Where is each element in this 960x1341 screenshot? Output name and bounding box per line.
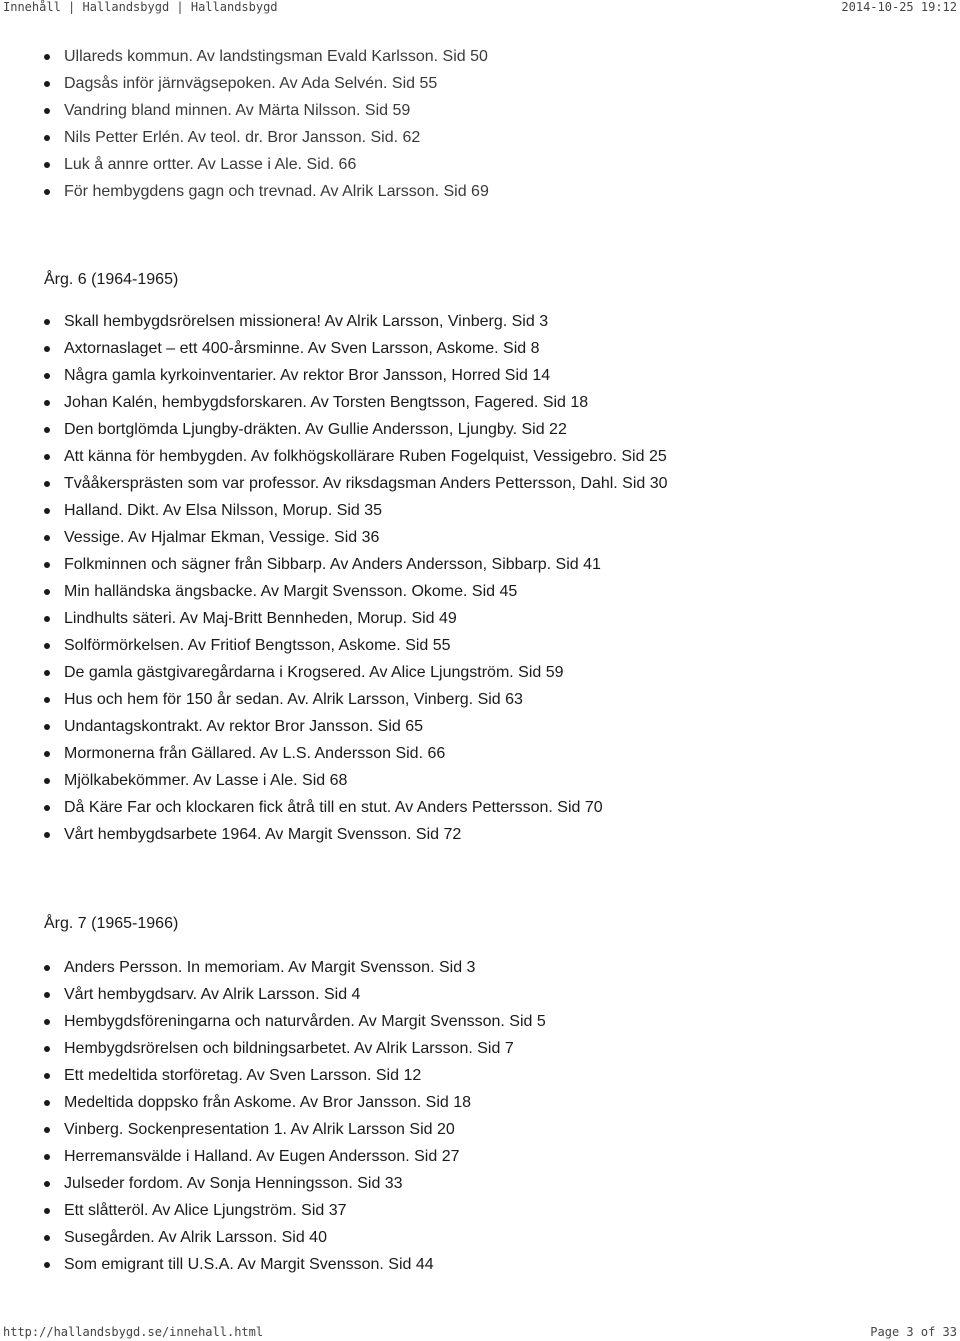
list-item: Vessige. Av Hjalmar Ekman, Vessige. Sid 36: [44, 524, 668, 551]
contents-list: [44, 308, 668, 848]
list-item: Medeltida doppsko från Askome. Av Bror Jansson. Sid 18: [44, 1089, 546, 1116]
list-item: Att känna för hembygden. Av folkhögskollärare Ruben Fogelquist, Vessigebro. Sid 25: [44, 443, 668, 470]
list-item: Då Käre Far och klockaren fick åtrå till en stut. Av Anders Pettersson. Sid 70: [44, 794, 668, 821]
list-item: Några gamla kyrkoinventarier. Av rektor Bror Jansson, Horred Sid 14: [44, 362, 668, 389]
list-item: Undantagskontrakt. Av rektor Bror Jansson. Sid 65: [44, 713, 668, 740]
list-item: Nils Petter Erlén. Av teol. dr. Bror Jansson. Sid. 62: [44, 124, 489, 151]
print-footer: [0, 1325, 960, 1339]
volume-heading: Årg. 7 (1965-1966): [44, 915, 179, 932]
contents-list: [44, 43, 489, 205]
list-item: Halland. Dikt. Av Elsa Nilsson, Morup. Sid 35: [44, 497, 668, 524]
list-item: För hembygdens gagn och trevnad. Av Alrik Larsson. Sid 69: [44, 178, 489, 205]
print-header: [0, 0, 960, 14]
list-item: Solförmörkelsen. Av Fritiof Bengtsson, Askome. Sid 55: [44, 632, 668, 659]
page-title: Innehåll | Hallandsbygd | Hallandsbygd: [3, 0, 278, 14]
list-item: Ett slåtteröl. Av Alice Ljungström. Sid 37: [44, 1197, 546, 1224]
list-item: Min halländska ängsbacke. Av Margit Svensson. Okome. Sid 45: [44, 578, 668, 605]
list-item: Den bortglömda Ljungby-dräkten. Av Gullie Andersson, Ljungby. Sid 22: [44, 416, 668, 443]
list-item: Luk å annre ortter. Av Lasse i Ale. Sid. 66: [44, 151, 489, 178]
list-item: Som emigrant till U.S.A. Av Margit Svensson. Sid 44: [44, 1251, 546, 1278]
list-item: Lindhults säteri. Av Maj-Britt Bennheden, Morup. Sid 49: [44, 605, 668, 632]
list-item: Vinberg. Sockenpresentation 1. Av Alrik Larsson Sid 20: [44, 1116, 546, 1143]
page-number: Page 3 of 33: [870, 1325, 957, 1339]
contents-list: [44, 954, 546, 1278]
list-item: Dagsås inför järnvägsepoken. Av Ada Selvén. Sid 55: [44, 70, 489, 97]
list-item: Mormonerna från Gällared. Av L.S. Andersson Sid. 66: [44, 740, 668, 767]
list-item: Hus och hem för 150 år sedan. Av. Alrik Larsson, Vinberg. Sid 63: [44, 686, 668, 713]
list-item: Tvååkersprästen som var professor. Av riksdagsman Anders Pettersson, Dahl. Sid 30: [44, 470, 668, 497]
list-item: Ett medeltida storföretag. Av Sven Larsson. Sid 12: [44, 1062, 546, 1089]
list-item: Skall hembygdsrörelsen missionera! Av Alrik Larsson, Vinberg. Sid 3: [44, 308, 668, 335]
list-item: Mjölkabekömmer. Av Lasse i Ale. Sid 68: [44, 767, 668, 794]
volume-heading: Årg. 6 (1964-1965): [44, 271, 179, 288]
list-item: Susegården. Av Alrik Larsson. Sid 40: [44, 1224, 546, 1251]
print-datetime: 2014-10-25 19:12: [841, 0, 957, 14]
list-item: Vårt hembygdsarv. Av Alrik Larsson. Sid 4: [44, 981, 546, 1008]
list-item: Johan Kalén, hembygdsforskaren. Av Torsten Bengtsson, Fagered. Sid 18: [44, 389, 668, 416]
page-url: http://hallandsbygd.se/innehall.html: [3, 1325, 264, 1339]
list-item: Julseder fordom. Av Sonja Henningsson. Sid 33: [44, 1170, 546, 1197]
list-item: Vårt hembygdsarbete 1964. Av Margit Svensson. Sid 72: [44, 821, 668, 848]
list-item: De gamla gästgivaregårdarna i Krogsered. Av Alice Ljungström. Sid 59: [44, 659, 668, 686]
list-item: Axtornaslaget – ett 400-årsminne. Av Sven Larsson, Askome. Sid 8: [44, 335, 668, 362]
list-item: Herremansvälde i Halland. Av Eugen Andersson. Sid 27: [44, 1143, 546, 1170]
list-item: Ullareds kommun. Av landstingsman Evald Karlsson. Sid 50: [44, 43, 489, 70]
list-item: Anders Persson. In memoriam. Av Margit Svensson. Sid 3: [44, 954, 546, 981]
list-item: Hembygdsrörelsen och bildningsarbetet. Av Alrik Larsson. Sid 7: [44, 1035, 546, 1062]
list-item: Vandring bland minnen. Av Märta Nilsson. Sid 59: [44, 97, 489, 124]
list-item: Folkminnen och sägner från Sibbarp. Av Anders Andersson, Sibbarp. Sid 41: [44, 551, 668, 578]
list-item: Hembygdsföreningarna och naturvården. Av Margit Svensson. Sid 5: [44, 1008, 546, 1035]
